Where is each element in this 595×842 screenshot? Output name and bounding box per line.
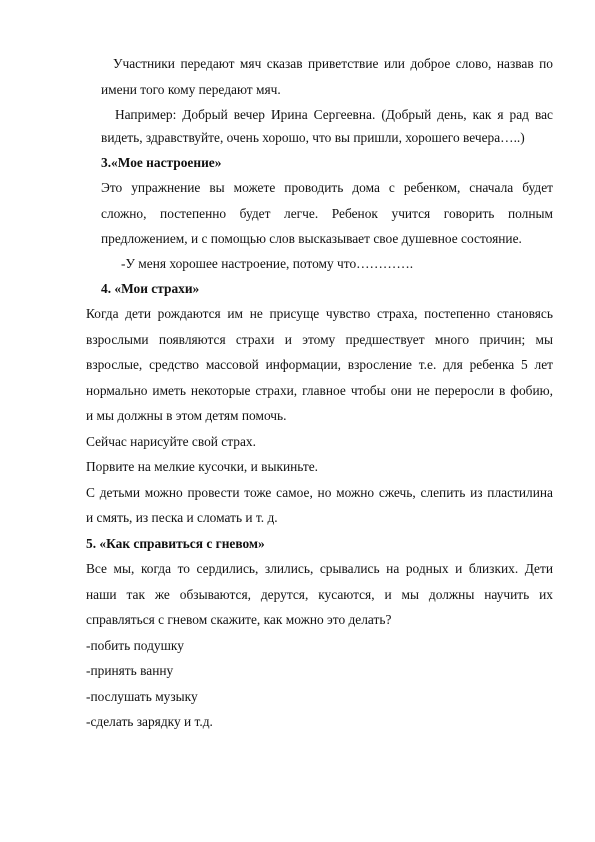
section-4-paragraph-line: Порвите на мелкие кусочки, и выкиньте.	[86, 459, 319, 474]
section-4-paragraph-line: взрослые, средство массовой информации, взросление т.е. для ребенка 5 лет	[86, 357, 553, 372]
intro-example-line-2: видеть, здравствуйте, очень хорошо, что вы пришли, хорошего вечера…..)	[101, 130, 525, 145]
section-4-paragraph-line: взрослыми появляются страхи и этому предшествует много причин; мы	[86, 332, 553, 347]
section-3-example-line: -У меня хорошее настроение, потому что………….	[121, 256, 414, 271]
section-4-paragraph-line: и мы должны в этом детям помочь.	[86, 408, 287, 423]
intro-example-line-1: Например: Добрый вечер Ирина Сергеевна. (Добрый день, как я рад вас	[115, 107, 553, 122]
section-4-paragraph-line: С детьми можно провести тоже самое, но можно сжечь, слепить из пластилина	[86, 485, 553, 500]
section-3-paragraph-line: Это упражнение вы можете проводить дома с ребенком, сначала будет	[101, 180, 553, 195]
section-4-heading: 4. «Мои страхи»	[101, 281, 200, 296]
list-item: -послушать музыку	[86, 689, 198, 704]
section-3-paragraph-line: сложно, постепенно будет легче. Ребенок учится говорить полным	[101, 206, 553, 221]
list-item: -сделать зарядку и т.д.	[86, 714, 213, 729]
section-5-paragraph-line: справляться с гневом скажите, как можно это делать?	[86, 612, 392, 627]
section-3-paragraph-line: предложением, и с помощью слов высказывает свое душевное состояние.	[101, 231, 522, 246]
intro-line-1: Участники передают мяч сказав приветствие или доброе слово, назвав по	[113, 56, 553, 71]
list-item: -побить подушку	[86, 638, 184, 653]
section-4-paragraph-line: Когда дети рождаются им не присуще чувство страха, постепенно становясь	[86, 306, 553, 321]
section-5-heading: 5. «Как справиться с гневом»	[86, 536, 265, 551]
section-3-heading: 3.«Мое настроение»	[101, 155, 222, 170]
intro-line-2: имени того кому передают мяч.	[101, 82, 281, 97]
section-4-paragraph-line: нормально иметь некоторые страхи, главное чтобы они не переросли в фобию,	[86, 383, 553, 398]
section-4-paragraph-line: Сейчас нарисуйте свой страх.	[86, 434, 256, 449]
section-5-paragraph-line: наши так же обзываются, дерутся, кусаются, и мы должны научить их	[86, 587, 553, 602]
section-5-paragraph-line: Все мы, когда то сердились, злились, срывались на родных и близких. Дети	[86, 561, 553, 576]
list-item: -принять ванну	[86, 663, 174, 678]
section-4-paragraph-line: и смять, из песка и сломать и т. д.	[86, 510, 278, 525]
